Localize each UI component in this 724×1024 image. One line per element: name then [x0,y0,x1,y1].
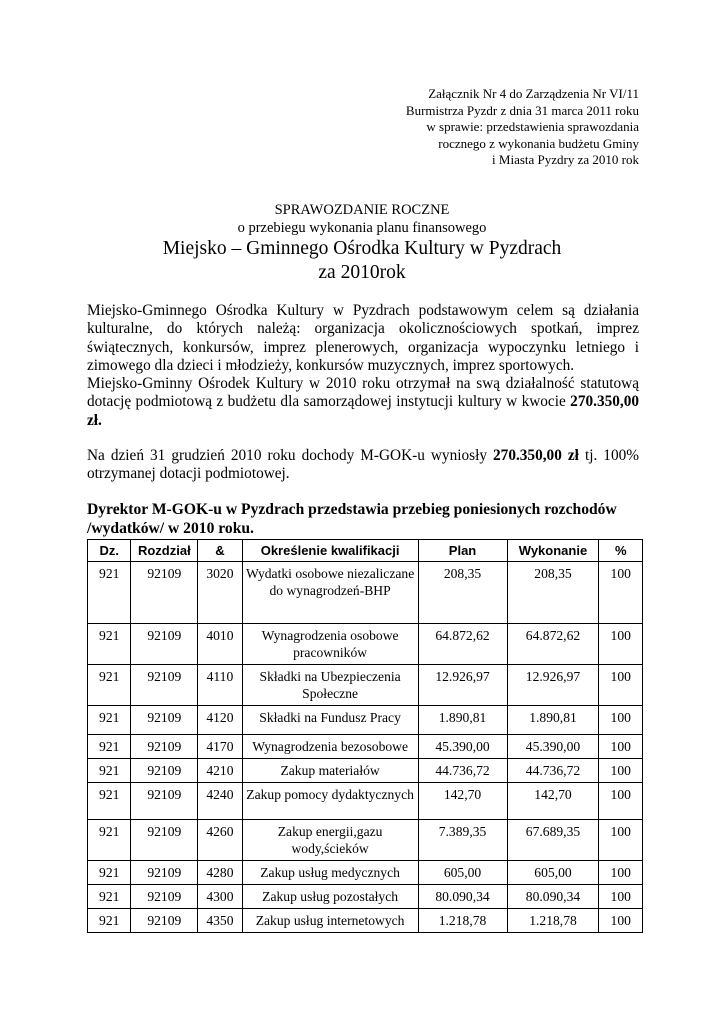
report-title [0,201,724,285]
cell-percent: 100 [599,861,643,885]
cell-wykonanie: 142,70 [507,783,599,820]
cell-plan: 208,35 [418,562,507,624]
cell-rozdzial: 92109 [131,562,198,624]
cell-percent: 100 [599,759,643,783]
cell-wykonanie: 67.689,35 [507,820,599,861]
table-row [88,861,643,885]
attachment-note-line: Burmistrza Pyzdr z dnia 31 marca 2011 roku [405,102,639,118]
cell-rozdzial: 92109 [131,665,198,706]
cell-plan: 1.218,78 [418,909,507,933]
cell-dz: 921 [88,909,131,933]
cell-okreslenie: Wynagrodzenia osobowe pracowników [242,624,418,665]
table-row [88,706,643,735]
cell-rozdzial: 92109 [131,909,198,933]
cell-paragraf: 3020 [198,562,242,624]
cell-percent: 100 [599,706,643,735]
cell-plan: 142,70 [418,783,507,820]
cell-rozdzial: 92109 [131,759,198,783]
attachment-note-line: rocznego z wykonania budżetu Gminy [438,135,639,151]
cell-dz: 921 [88,783,131,820]
table-row [88,783,643,820]
attachment-note-line: w sprawie: przedstawienia sprawozdania [426,119,639,134]
table-header-row [88,540,643,562]
cell-paragraf: 4240 [198,783,242,820]
cell-paragraf: 4210 [198,759,242,783]
cell-rozdzial: 92109 [131,885,198,909]
cell-wykonanie: 80.090,34 [507,885,599,909]
column-header-percent: % [599,540,643,562]
cell-plan: 80.090,34 [418,885,507,909]
column-header-dz: Dz. [88,540,131,562]
cell-dz: 921 [88,665,131,706]
cell-percent: 100 [599,665,643,706]
cell-okreslenie: Zakup usług medycznych [242,861,418,885]
cell-paragraf: 4120 [198,706,242,735]
cell-dz: 921 [88,706,131,735]
cell-dz: 921 [88,735,131,759]
attachment-note-line: Załącznik Nr 4 do Zarządzenia Nr VI/11 [428,86,639,101]
cell-okreslenie: Składki na Ubezpieczenia Społeczne [242,665,418,706]
intro-paragraph [87,302,639,430]
income-paragraph-end: tj. 100% otrzymanej dotacji podmiotowej. [87,447,639,483]
attachment-note [406,86,639,169]
cell-rozdzial: 92109 [131,706,198,735]
report-title-line1: SPRAWOZDANIE ROCZNE [274,202,450,218]
cell-percent: 100 [599,909,643,933]
cell-plan: 44.736,72 [418,759,507,783]
cell-wykonanie: 1.890,81 [507,706,599,735]
cell-plan: 64.872,62 [418,624,507,665]
table-row [88,735,643,759]
table-heading: Dyrektor M-GOK-u w Pyzdrach przedstawia przebieg poniesionych rozchodów /wydatków/ w 2010 roku. [87,501,617,537]
column-header-okreslenie: Określenie kwalifikacji [242,540,418,562]
cell-rozdzial: 92109 [131,783,198,820]
table-row [88,759,643,783]
cell-okreslenie: Zakup usług pozostałych [242,885,418,909]
cell-dz: 921 [88,861,131,885]
income-paragraph-start: Na dzień 31 grudzień 2010 roku dochody M-GOK-u wyniosły [87,447,487,464]
cell-rozdzial: 92109 [131,735,198,759]
column-header-paragraf: & [198,540,242,562]
income-amount: 270.350,00 zł [493,447,579,464]
cell-wykonanie: 44.736,72 [507,759,599,783]
report-title-line2: o przebiegu wykonania planu finansowego [237,220,487,236]
table-row [88,665,643,706]
report-title-year: za 2010rok [318,262,406,283]
table-row [88,820,643,861]
cell-wykonanie: 208,35 [507,562,599,624]
intro-paragraph-1: Miejsko-Gminnego Ośrodka Kultury w Pyzdrach podstawowym celem są działania kulturalne, do których należą: organizacja okolicznościowych spotkań, imprez świątecznych, konkursów, imprez plenerowych, organizacja wypoczynku letniego i zimowego dla dzieci i młodzieży, konkursów muzycznych, imprez sportowych. [87,302,639,374]
cell-wykonanie: 12.926,97 [507,665,599,706]
income-paragraph [87,447,639,484]
expenditure-table [87,539,643,933]
cell-dz: 921 [88,759,131,783]
table-row [88,909,643,933]
column-header-wykonanie: Wykonanie [507,540,599,562]
cell-percent: 100 [599,783,643,820]
intro-paragraph-2-text: Miejsko-Gminny Ośrodek Kultury w 2010 roku otrzymał na swą działalność statutową dotację podmiotową z budżetu dla samorządowej instytucji kultury w kwocie [87,375,639,411]
cell-percent: 100 [599,885,643,909]
cell-percent: 100 [599,735,643,759]
cell-rozdzial: 92109 [131,624,198,665]
cell-rozdzial: 92109 [131,861,198,885]
cell-paragraf: 4300 [198,885,242,909]
subsidy-amount: 270.350,00 zł. [87,393,640,429]
cell-plan: 45.390,00 [418,735,507,759]
cell-wykonanie: 64.872,62 [507,624,599,665]
attachment-note-line: i Miasta Pyzdry za 2010 rok [492,152,639,167]
cell-wykonanie: 1.218,78 [507,909,599,933]
cell-paragraf: 4110 [198,665,242,706]
cell-plan: 605,00 [418,861,507,885]
report-title-institution: Miejsko – Gminnego Ośrodka Kultury w Pyzdrach [162,238,562,259]
column-header-rozdzial: Rozdział [131,540,198,562]
table-row [88,885,643,909]
cell-okreslenie: Zakup usług internetowych [242,909,418,933]
cell-okreslenie: Wynagrodzenia bezosobowe [242,735,418,759]
cell-okreslenie: Wydatki osobowe niezaliczane do wynagrodzeń-BHP [242,562,418,624]
cell-plan: 7.389,35 [418,820,507,861]
cell-okreslenie: Składki na Fundusz Pracy [242,706,418,735]
column-header-plan: Plan [418,540,507,562]
cell-rozdzial: 92109 [131,820,198,861]
cell-plan: 12.926,97 [418,665,507,706]
cell-paragraf: 4280 [198,861,242,885]
cell-okreslenie: Zakup materiałów [242,759,418,783]
cell-dz: 921 [88,624,131,665]
cell-okreslenie: Zakup pomocy dydaktycznych [242,783,418,820]
cell-dz: 921 [88,820,131,861]
table-body [88,562,643,933]
cell-wykonanie: 605,00 [507,861,599,885]
table-row [88,562,643,624]
cell-paragraf: 4170 [198,735,242,759]
cell-paragraf: 4260 [198,820,242,861]
table-row [88,624,643,665]
cell-percent: 100 [599,562,643,624]
cell-okreslenie: Zakup energii,gazu wody,ścieków [242,820,418,861]
cell-plan: 1.890,81 [418,706,507,735]
cell-percent: 100 [599,624,643,665]
cell-paragraf: 4010 [198,624,242,665]
cell-dz: 921 [88,562,131,624]
cell-wykonanie: 45.390,00 [507,735,599,759]
intro-paragraph-2 [87,375,639,430]
cell-percent: 100 [599,820,643,861]
cell-paragraf: 4350 [198,909,242,933]
cell-dz: 921 [88,885,131,909]
